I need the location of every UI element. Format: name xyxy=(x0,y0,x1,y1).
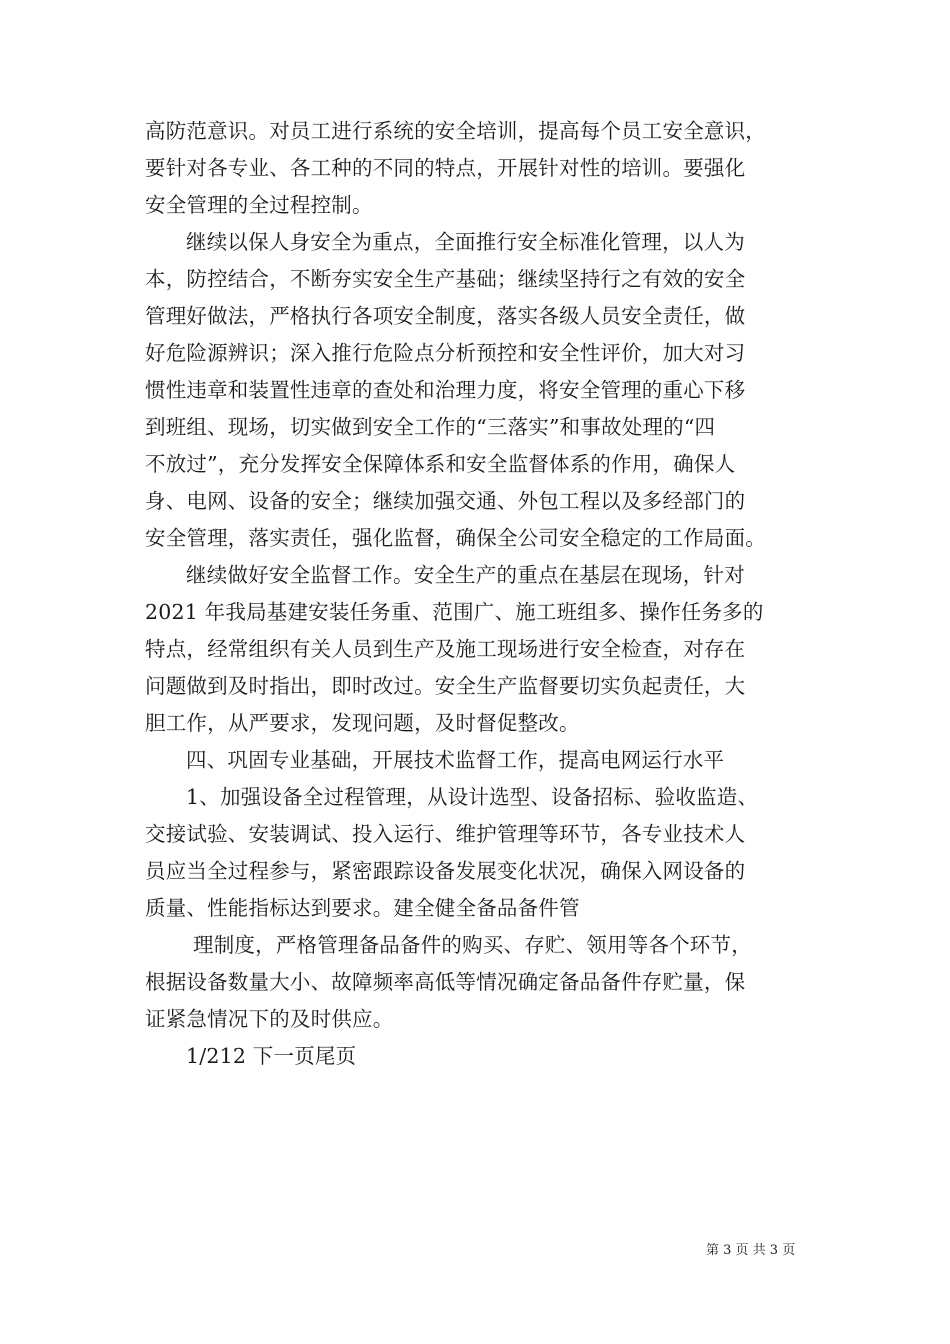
text-line: 惯性违章和装置性违章的查处和治理力度，将安全管理的重心下移 xyxy=(145,378,746,402)
text-line: 质量、性能指标达到要求。建全健全备品备件管 xyxy=(145,896,580,920)
text-line: 胆工作，从严要求，发现问题，及时督促整改。 xyxy=(145,711,580,735)
text-line: 交接试验、安装调试、投入运行、维护管理等环节，各专业技术人 xyxy=(145,822,746,846)
text-line: 根据设备数量大小、故障频率高低等情况确定备品备件存贮量，保 xyxy=(145,970,746,994)
text-line: 问题做到及时指出，即时改过。安全生产监督要切实负起责任，大 xyxy=(145,674,746,698)
text-line: 2021 年我局基建安装任务重、范围广、施工班组多、操作任务多的 xyxy=(145,600,764,624)
text-line: 好危险源辨识；深入推行危险点分析预控和安全性评价，加大对习 xyxy=(145,341,746,365)
text-line: 要针对各专业、各工种的不同的特点，开展针对性的培训。要强化 xyxy=(145,156,746,180)
paragraph-start: 1、加强设备全过程管理，从设计选型、设备招标、验收监造、 xyxy=(186,785,759,809)
document-body xyxy=(145,113,810,1075)
text-line: 证紧急情况下的及时供应。 xyxy=(145,1007,394,1031)
page-number-footer: 第 3 页 共 3 页 xyxy=(706,1243,796,1258)
text-line: 特点，经常组织有关人员到生产及施工现场进行安全检查，对存在 xyxy=(145,637,746,661)
text-line: 本，防控结合，不断夯实安全生产基础；继续坚持行之有效的安全 xyxy=(145,267,746,291)
text-line: 安全管理，落实责任，强化监督，确保全公司安全稳定的工作局面。 xyxy=(145,526,766,550)
paragraph-start: 理制度，严格管理备品备件的购买、存贮、领用等各个环节， xyxy=(193,933,752,957)
text-line: 不放过”，充分发挥安全保障体系和安全监督体系的作用，确保人 xyxy=(145,452,736,476)
text-line: 员应当全过程参与，紧密跟踪设备发展变化状况，确保入网设备的 xyxy=(145,859,746,883)
text-line: 高防范意识。对员工进行系统的安全培训，提高每个员工安全意识， xyxy=(145,119,766,143)
text-line: 身、电网、设备的安全；继续加强交通、外包工程以及多经部门的 xyxy=(145,489,746,513)
paragraph-start: 继续做好安全监督工作。安全生产的重点在基层在现场，针对 xyxy=(186,563,745,587)
section-heading: 四、巩固专业基础，开展技术监督工作，提高电网运行水平 xyxy=(186,748,725,772)
text-line: 管理好做法，严格执行各项安全制度，落实各级人员安全责任，做 xyxy=(145,304,746,328)
paragraph-start: 继续以保人身安全为重点，全面推行安全标准化管理，以人为 xyxy=(186,230,745,254)
pagination-text: 1/212 下一页尾页 xyxy=(186,1044,357,1068)
text-line: 到班组、现场，切实做到安全工作的“三落实”和事故处理的“四 xyxy=(145,415,716,439)
text-line: 安全管理的全过程控制。 xyxy=(145,193,373,217)
